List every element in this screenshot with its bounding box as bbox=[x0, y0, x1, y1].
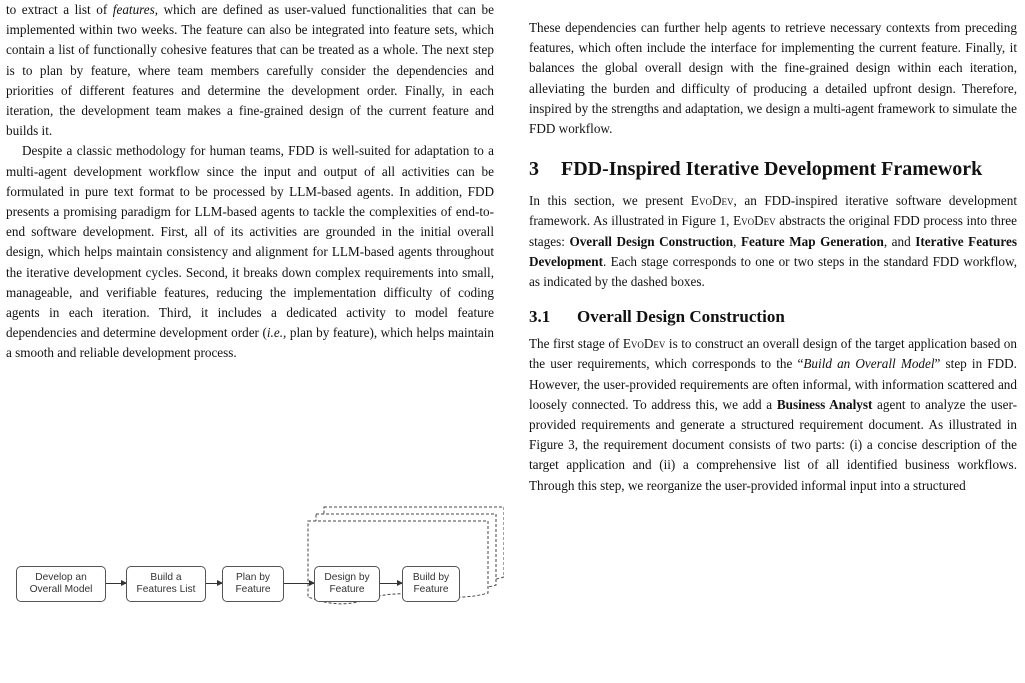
system-name: EvoDev bbox=[622, 336, 666, 352]
figure-box bbox=[222, 566, 284, 602]
text-run: These dependencies can further help agents to retrieve necessary contexts from preceding features, which often include the interface for implementing the current feature. Finally, it balances the global overall design with the fine-grained design within each iteration, alleviating the burden and difficulty of producing a detailed upfront design. Therefore, inspired by the strengths and adaptation, we design a multi-agent framework to simulate the FDD workflow. bbox=[529, 20, 1017, 137]
text-run: is to construct an overall design of the target application based on the user requirements, which corresponds to the “ bbox=[529, 336, 1017, 372]
figure-box-label: Design by Feature bbox=[324, 572, 370, 595]
italic-text: i.e., bbox=[266, 325, 287, 341]
fdd-workflow-figure bbox=[6, 505, 504, 615]
text-run: , which are defined as user-valued functionalities that can be implemented within two weeks. The feature can also be integrated into feature sets, which contain a list of functionally cohesive features that can be treated as a whole. The next step is to plan by feature, where team members carefully consider the dependencies and priorities of different features and determine the development order. Finally, in each iteration, the development team makes a fine-grained design of the current feature and builds it. bbox=[6, 2, 495, 139]
figure-box bbox=[126, 566, 206, 602]
figure-box bbox=[314, 566, 380, 602]
paragraph bbox=[529, 191, 1017, 292]
figure-box-label: Build by Feature bbox=[412, 572, 450, 595]
text-run: The first stage of bbox=[529, 336, 623, 352]
figure-box bbox=[16, 566, 106, 602]
text-run: , an FDD-inspired iterative software development framework. As illustrated in Figure 1, bbox=[529, 193, 1017, 229]
italic-text: Build an Overall Model bbox=[803, 356, 935, 372]
system-name: EvoDev bbox=[690, 193, 734, 209]
figure-box-label: Build a Features List bbox=[136, 572, 196, 595]
text-run: ” step in FDD. However, the user-provided requirements are often informal, with information scattered and loosely connected. To address this, we add a bbox=[529, 356, 1017, 412]
arrow bbox=[106, 583, 126, 584]
text-run: Despite a classic methodology for human teams, FDD is well-suited for adaptation to a multi-agent development workflow since the input and output of all activities can be formulated in pure text format to be processed by LLM-based agents. In addition, FDD presents a promising paradigm for LLM-based agents to tackle the complexities of end-to-end software development. First, all of its activities are grounded in the initial overall design, which helps maintain consistency and alignment for LLM-based agents throughout the iterative development cycles. Second, it breaks down complex requirements into small, manageable, and verifiable features, reducing the implementation difficulty of coding agents in each iteration. Third, it includes a dedicated activity to model feature dependencies and determine development order ( bbox=[6, 143, 494, 341]
section-title: FDD-Inspired Iterative Development Framework bbox=[561, 158, 983, 181]
section-heading bbox=[529, 157, 1017, 181]
system-name: EvoDev bbox=[733, 213, 776, 229]
left-column bbox=[6, 0, 494, 364]
italic-text: features bbox=[112, 2, 155, 17]
arrow bbox=[380, 583, 402, 584]
arrow bbox=[284, 583, 314, 584]
text-run: , and bbox=[883, 233, 916, 249]
section-number: 3 bbox=[529, 158, 539, 181]
figure-box bbox=[402, 566, 460, 602]
text-run: agent to analyze the user-provided requirements and generate a structured requirement document. As illustrated in Figure 3, the requirement document consists of two parts: (i) a concise description of the target application and (ii) a comprehensive list of all identified business workflows. Through this step, we reorganize the user-provided informal input into a structured bbox=[529, 396, 1017, 493]
bold-term: Iterative Features Development bbox=[529, 233, 1017, 269]
subsection-title: Overall Design Construction bbox=[577, 307, 785, 327]
subsection-heading bbox=[529, 306, 1017, 328]
figure-box-label: Develop an Overall Model bbox=[29, 572, 93, 595]
bold-term: Business Analyst bbox=[776, 396, 873, 412]
paragraph bbox=[529, 18, 1017, 139]
paragraph bbox=[6, 0, 494, 141]
text-run: , bbox=[733, 233, 741, 249]
right-column bbox=[529, 18, 1017, 496]
bold-term: Feature Map Generation bbox=[740, 233, 884, 249]
text-run: In this section, we present bbox=[529, 193, 691, 209]
paragraph bbox=[6, 141, 494, 363]
text-run: to extract a list of bbox=[6, 2, 113, 17]
arrow bbox=[206, 583, 222, 584]
text-run: abstracts the original FDD process into three stages: bbox=[529, 213, 1017, 249]
figure-box-label: Plan by Feature bbox=[235, 572, 271, 595]
subsection-number: 3.1 bbox=[529, 307, 551, 327]
bold-term: Overall Design Construction bbox=[569, 233, 734, 249]
text-run: plan by feature), which helps maintain a smooth and reliable development process. bbox=[6, 325, 494, 361]
text-run: . Each stage corresponds to one or two steps in the standard FDD workflow, as indicated by the dashed boxes. bbox=[529, 253, 1017, 290]
paragraph bbox=[529, 334, 1017, 496]
